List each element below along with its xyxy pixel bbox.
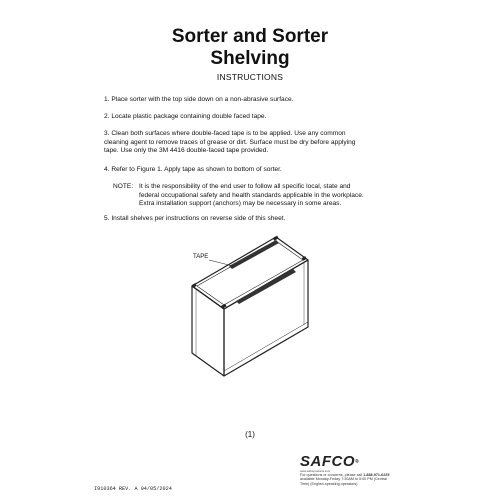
title-line-2: Shelving <box>210 48 290 69</box>
step-3: 3. Clean both surfaces where double-faced tape is to be applied. Use any common cleaning agent to remove traces of grease or dirt. Surface must be dry before applying tape. Use only the 3M 4416 double-faced tape provided. <box>104 130 356 155</box>
title-line-1: Sorter and Sorter <box>171 26 329 47</box>
tape-strip-1 <box>229 240 279 269</box>
tape-corner-1 <box>273 236 279 241</box>
tape-label: TAPE <box>193 254 209 260</box>
safco-logo <box>300 455 430 473</box>
note-text: It is the responsibility of the end user to follow all specific local, state and federal occupational safety and health standards applicable in the workplace. Extra installation support (anchors) may be necessary in some areas. <box>139 183 364 208</box>
instructions-heading: INSTRUCTIONS <box>216 72 284 82</box>
contact-info <box>300 473 470 486</box>
contact-line-3: Time) (English-speaking operators) <box>300 481 358 486</box>
logo-registered-mark: ® <box>355 459 360 465</box>
step-1: 1. Place sorter with the top side down on a non-abrasive surface. <box>104 96 294 103</box>
step-2: 2. Locate plastic package containing double faced tape. <box>104 113 267 120</box>
step-4: 4. Refer to Figure 1. Apply tape as shown to bottom of sorter. <box>104 166 282 173</box>
document-id: I910364 REV. A 04/05/2024 <box>94 486 172 492</box>
figure-caption: (1) <box>245 430 255 439</box>
tape-leader-line <box>209 260 233 266</box>
step-5: 5. Install shelves per instructions on reverse side of this sheet. <box>104 215 286 222</box>
sorter-front-face <box>192 286 224 376</box>
logo-text: SAFCO <box>300 453 355 470</box>
sorter-side-face <box>224 260 308 376</box>
contact-line-2: available Monday-Friday 7:30AM to 5:00 PM (Central <box>300 477 387 482</box>
tape-strips <box>229 240 296 304</box>
contact-line-1: For questions or concerns, please call <box>300 473 364 477</box>
sorter-base-line <box>224 322 308 371</box>
logo-url: www.safcoproducts.com <box>300 469 331 473</box>
contact-phone: 1-888-971-6225 <box>363 473 390 477</box>
note-label: NOTE: <box>113 183 134 190</box>
tape-strip-2 <box>236 269 296 304</box>
